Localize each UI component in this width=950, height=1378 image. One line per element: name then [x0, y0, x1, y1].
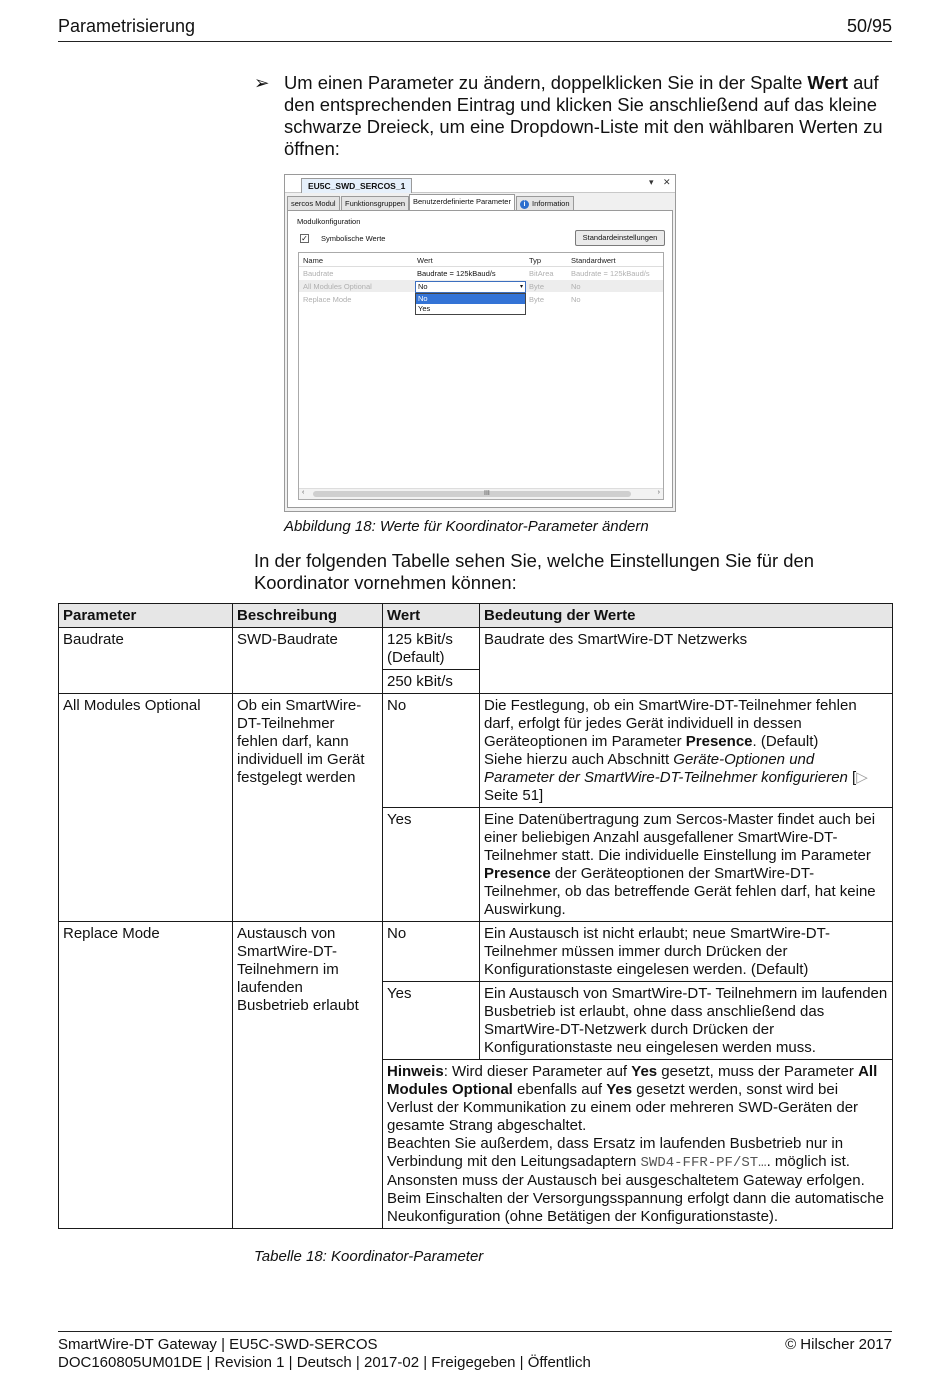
- note-text: gesetzt werden, sonst wird bei Verlust der Kommunikation zu einem oder mehreren SWD-Geräten der gesamte Strang abgeschaltet.: [387, 1081, 859, 1134]
- default-settings-button[interactable]: Standardeinstellungen: [575, 230, 665, 246]
- scroll-left-icon[interactable]: ‹: [302, 489, 305, 496]
- header-divider: [299, 266, 663, 267]
- instruction-bold-wert: Wert: [807, 72, 848, 93]
- meaning-text: der Geräteoptionen der SmartWire-DT-Teilnehmer, ob das betreffende Gerät fehlen darf, hat keine Auswirkung.: [484, 865, 876, 918]
- grid-row-default: No: [571, 295, 581, 304]
- param-meaning-cell: [480, 694, 893, 808]
- footer-copyright: © Hilscher 2017: [785, 1336, 892, 1353]
- param-meaning-cell: Baudrate des SmartWire-DT Netzwerks: [480, 628, 893, 694]
- meaning-text: [: [847, 769, 857, 786]
- param-desc-cell: Austausch von SmartWire-DT-Teilnehmern im laufenden Busbetrieb erlaubt: [233, 922, 383, 1229]
- table-header-cell: Beschreibung: [233, 604, 383, 628]
- table-header-cell: Wert: [383, 604, 480, 628]
- grid-row-name[interactable]: Baudrate: [303, 269, 334, 278]
- note-text: ebenfalls auf: [512, 1081, 607, 1098]
- scroll-grip-icon: III: [484, 490, 490, 497]
- meaning-text: Die Festlegung, ob ein SmartWire-DT-Teilnehmer fehlen darf, erfolgt für jedes Gerät individuell in dessen Geräteoptionen im Parameter: [484, 697, 857, 750]
- scroll-right-icon[interactable]: ›: [657, 489, 660, 496]
- page-number: 50/95: [846, 16, 892, 36]
- table-caption: Tabelle 18: Koordinator-Parameter: [254, 1248, 484, 1265]
- param-value-cell: 125 kBit/s (Default): [383, 628, 480, 670]
- instruction-text-part: auf den entsprechenden Eintrag und klicken Sie anschließend auf das kleine schwarze Dreieck, um eine Dropdown-Liste mit den wählbaren Werten zu öffnen:: [284, 72, 883, 159]
- value-dropdown[interactable]: [415, 281, 526, 293]
- table-header-row: [59, 604, 893, 628]
- note-text: . möglich ist. Ansonsten muss der Austausch bei ausgeschaltetem Gateway erfolgen. Beim Einschalten der Versorgungsspannung erfolgt dann die automatische Neukonfiguration (ohne Betätigen der Konfigurationstaste).: [387, 1153, 884, 1225]
- grid-row-type: BitArea: [529, 269, 554, 278]
- horizontal-scrollbar[interactable]: [299, 488, 663, 499]
- page-header: [58, 16, 892, 42]
- tab-information-label: Information: [532, 199, 570, 208]
- parameter-grid: [298, 252, 664, 500]
- dropdown-list: [415, 293, 526, 315]
- column-header-name[interactable]: Name: [303, 256, 324, 265]
- grid-row-value[interactable]: Baudrate = 125kBaud/s: [417, 269, 496, 278]
- value-dropdown-selected: No: [418, 282, 428, 291]
- param-meaning-cell: Ein Austausch von SmartWire-DT- Teilnehmern im laufenden Busbetrieb ist erlaubt, ohne dass anschließend das SmartWire-DT-Netzwerk durch Drücken der Konfigurationstaste neu eingelesen werden muss.: [480, 982, 893, 1060]
- bullet-arrow-icon: ➢: [254, 72, 270, 93]
- param-desc-cell: Ob ein SmartWire-DT-Teilnehmer fehlen darf, kann individuell im Gerät festgelegt werden: [233, 694, 383, 922]
- table-row: [59, 628, 893, 670]
- meaning-text: Siehe hierzu auch Abschnitt: [484, 751, 674, 768]
- group-label: Modulkonfiguration: [297, 217, 361, 226]
- window-titlebar: [285, 175, 675, 193]
- page-footer: [58, 1331, 892, 1372]
- parameter-panel: [287, 210, 673, 508]
- tab-list-dropdown-icon[interactable]: ▾: [649, 177, 654, 187]
- dropdown-option-yes[interactable]: Yes: [418, 304, 431, 313]
- meaning-bold: Presence: [484, 865, 551, 882]
- param-value-cell: 250 kBit/s: [383, 670, 480, 694]
- note-cell: [383, 1060, 893, 1229]
- param-value-cell: Yes: [383, 808, 480, 922]
- note-bold: Yes: [631, 1063, 658, 1080]
- table-row: [59, 694, 893, 808]
- column-header-wert[interactable]: Wert: [417, 256, 433, 265]
- section-title: Parametrisierung: [58, 16, 196, 36]
- tab-benutzerdefinierte-parameter[interactable]: Benutzerdefinierte Parameter: [409, 194, 515, 211]
- note-bold: Yes: [606, 1081, 633, 1098]
- note-code: SWD4-FFR-PF/ST…: [640, 1155, 767, 1171]
- figure-caption: Abbildung 18: Werte für Koordinator-Parameter ändern: [284, 518, 649, 535]
- page-link-arrow-icon[interactable]: ▷: [856, 769, 868, 786]
- instruction-text-part: Um einen Parameter zu ändern, doppelklicken Sie in der Spalte: [284, 72, 808, 93]
- grid-row-default: No: [571, 282, 581, 291]
- table-header-cell: Parameter: [59, 604, 233, 628]
- tab-information[interactable]: [516, 196, 574, 211]
- window-document-tab[interactable]: EU5C_SWD_SERCOS_1: [301, 178, 412, 193]
- note-bold: All Modules Optional: [387, 1063, 878, 1098]
- param-value-cell: No: [383, 694, 480, 808]
- param-meaning-cell: [480, 808, 893, 922]
- grid-row-type: Byte: [529, 295, 545, 304]
- param-meaning-cell: Ein Austausch ist nicht erlaubt; neue SmartWire-DT-Teilnehmer müssen immer durch Drücken der Konfigurationstaste eingelesen werden. (Default): [480, 922, 893, 982]
- coordinator-parameter-table: [58, 603, 893, 1229]
- note-text: : Wird dieser Parameter auf: [443, 1063, 632, 1080]
- dropdown-triangle-icon[interactable]: ▾: [519, 284, 523, 290]
- param-name-cell: All Modules Optional: [59, 694, 233, 922]
- param-desc-cell: SWD-Baudrate: [233, 628, 383, 694]
- info-icon: i: [520, 200, 529, 209]
- grid-row-name[interactable]: Replace Mode: [303, 295, 352, 304]
- column-header-typ[interactable]: Typ: [529, 256, 542, 265]
- footer-document-info: DOC160805UM01DE | Revision 1 | Deutsch | 2017-02 | Freigegeben | Öffentlich: [58, 1354, 591, 1371]
- grid-row-type: Byte: [529, 282, 545, 291]
- column-header-standardwert[interactable]: Standardwert: [571, 256, 616, 265]
- tab-funktionsgruppen[interactable]: Funktionsgruppen: [341, 196, 409, 211]
- note-text: gesetzt, muss der Parameter: [657, 1063, 859, 1080]
- symbolic-values-label: Symbolische Werte: [321, 234, 386, 243]
- meaning-text: . (Default): [752, 733, 819, 750]
- param-value-cell: No: [383, 922, 480, 982]
- param-name-cell: Replace Mode: [59, 922, 233, 1229]
- note-bold: Hinweis: [387, 1063, 444, 1080]
- page-reference-link[interactable]: Seite 51]: [484, 787, 544, 804]
- figure-screenshot: [284, 174, 676, 512]
- tab-strip: [287, 196, 675, 211]
- scroll-thumb[interactable]: [313, 491, 631, 497]
- dropdown-option-no[interactable]: No: [416, 294, 525, 304]
- meaning-text: Eine Datenübertragung zum Sercos-Master findet auch bei einer beliebigen Anzahl ausgefallener SmartWire-DT-Teilnehmer statt. Die individuelle Einstellung im Parameter: [484, 811, 876, 864]
- param-value-cell: Yes: [383, 982, 480, 1060]
- section-reference-link[interactable]: Geräte-Optionen und Parameter der SmartWire-DT-Teilnehmer konfigurieren: [484, 751, 848, 786]
- param-name-cell: Baudrate: [59, 628, 233, 694]
- instruction-text: [284, 72, 894, 160]
- intro-paragraph: In der folgenden Tabelle sehen Sie, welche Einstellungen Sie für den Koordinator vornehmen können:: [254, 550, 814, 593]
- table-row: [59, 922, 893, 982]
- footer-product: SmartWire-DT Gateway | EU5C-SWD-SERCOS: [58, 1336, 378, 1353]
- tab-sercos-modul[interactable]: sercos Modul: [287, 196, 340, 211]
- close-icon[interactable]: ✕: [663, 177, 671, 187]
- meaning-bold: Presence: [685, 733, 753, 750]
- table-header-cell: Bedeutung der Werte: [480, 604, 893, 628]
- grid-row-name[interactable]: All Modules Optional: [303, 282, 372, 291]
- note-text: Beachten Sie außerdem, dass Ersatz im laufenden Busbetrieb nur in Verbindung mit den Leitungsadaptern: [387, 1135, 844, 1170]
- symbolic-values-checkbox[interactable]: ✓: [301, 234, 308, 243]
- grid-row-default: Baudrate = 125kBaud/s: [571, 269, 650, 278]
